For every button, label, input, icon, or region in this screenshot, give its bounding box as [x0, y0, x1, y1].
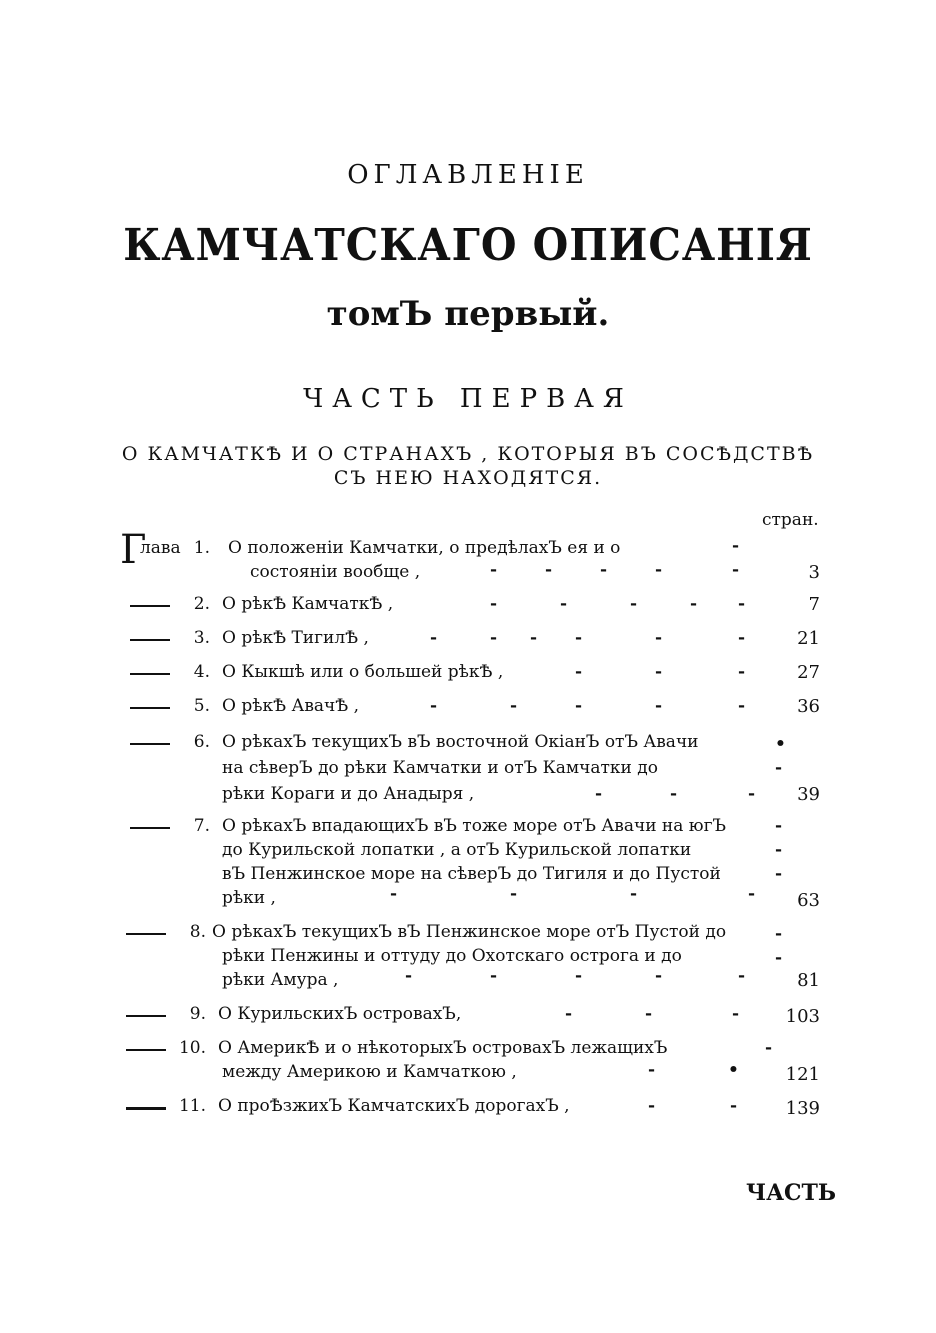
heading-part: ЧАСТЬ ПЕРВАЯ [303, 384, 633, 414]
leader-dash: - [405, 966, 413, 986]
toc-entry-number: 8. [189, 922, 206, 942]
toc-entry-number: 10. [178, 1038, 206, 1058]
leader-dash: - [732, 536, 740, 556]
toc-entry-number: 1. [193, 538, 210, 558]
heading-contents: ОГЛАВЛЕНІЕ [347, 160, 589, 190]
toc-entry-page: 63 [797, 890, 820, 911]
toc-entry-page: 39 [797, 784, 820, 805]
toc-entry-line: О рѣкѢ ТигилѢ , [222, 628, 369, 648]
leader-dash: - [655, 696, 663, 716]
toc-entry-line: О рѣкѢ КамчаткѢ , [222, 594, 394, 614]
leader-dash: - [490, 594, 498, 614]
part-subtitle-line-2: СЪ НЕЮ НАХОДЯТСЯ. [333, 467, 603, 489]
toc-entry-number: 4. [193, 662, 210, 682]
leader-dash: - [430, 628, 438, 648]
leader-dash: - [748, 884, 756, 904]
toc-entry-page: 7 [808, 594, 820, 615]
ditto-dash [130, 743, 170, 745]
leader-dash: - [732, 1004, 740, 1024]
leader-dash: - [738, 628, 746, 648]
toc-entry-line: на сѣверЪ до рѣки Камчатки и отЪ Камчатки до [222, 758, 658, 778]
leader-dash: - [738, 662, 746, 682]
leader-dash: - [530, 628, 538, 648]
toc-entry-line: О положеніи Камчатки, о предѣлахЪ ея и о [228, 538, 621, 558]
leader-dash: - [510, 696, 518, 716]
leader-dash: - [648, 1060, 656, 1080]
leader-dash: - [690, 594, 698, 614]
leader-dash: - [655, 966, 663, 986]
leader-dash: - [630, 884, 638, 904]
leader-dash: - [738, 696, 746, 716]
ditto-dash [126, 1015, 166, 1017]
leader-dash: - [595, 784, 603, 804]
toc-entry-line: вЪ Пенжинское море на сѣверЪ до Тигиля и до Пустой [222, 864, 721, 884]
leader-dash: - [655, 560, 663, 580]
toc-entry-line: О рѣкахЪ впадающихЪ вЪ тоже море отЪ Авачи на югЪ [222, 816, 727, 836]
leader-dash: - [775, 948, 783, 968]
leader-dash: - [490, 560, 498, 580]
leader-dash: - [648, 1096, 656, 1116]
part-subtitle [0, 442, 936, 490]
leader-dash: - [670, 784, 678, 804]
toc-entry-line: рѣки Кораги и до Анадыря , [222, 784, 475, 804]
ditto-dash [126, 1107, 166, 1110]
leader-dash: - [738, 966, 746, 986]
leader-dash: - [510, 884, 518, 904]
toc-entry-line: до Курильской лопатки , а отЪ Курильской лопатки [222, 840, 692, 860]
leader-dash: - [560, 594, 568, 614]
leader-dash: - [655, 662, 663, 682]
leader-dash: - [775, 840, 783, 860]
leader-dash: - [730, 1096, 738, 1116]
toc-entry-line: О Кыкшѣ или о большей рѣкѢ , [222, 662, 504, 682]
part-subtitle-line-1: О КАМЧАТКѢ И О СТРАНАХЪ , КОТОРЫЯ ВЪ СОСѢДСТВѢ [121, 443, 815, 465]
leader-dash: - [775, 864, 783, 884]
toc-entry-page: 21 [797, 628, 820, 649]
toc-entry-line: рѣки Пенжины и оттуду до Охотскаго острога и до [222, 946, 682, 966]
leader-dash: - [390, 884, 398, 904]
ditto-dash [130, 707, 170, 709]
ditto-dash [130, 639, 170, 641]
leader-dash: - [738, 594, 746, 614]
toc-entry-number: 5. [193, 696, 210, 716]
leader-dash: - [575, 662, 583, 682]
toc-entry-line: О АмерикѢ и о нѣкоторыхЪ островахЪ лежащихЪ [218, 1038, 668, 1058]
toc-entry-page: 27 [797, 662, 820, 683]
leader-dash: - [575, 966, 583, 986]
leader-dash: - [430, 696, 438, 716]
toc-entry-page: 3 [808, 562, 820, 583]
toc-entry-line: рѣки , [222, 888, 276, 908]
catchword: ЧАСТЬ [746, 1180, 837, 1206]
toc-entry-number: 11. [178, 1096, 206, 1116]
leader-dash: - [565, 1004, 573, 1024]
toc-entry-line: О рѣкахЪ текущихЪ вЪ восточной ОкіанЪ отЪ Авачи [222, 732, 699, 752]
leader-dash: - [545, 560, 553, 580]
ditto-dash [130, 673, 170, 675]
toc-entry-line: рѣки Амура , [222, 970, 339, 990]
leader-dash: - [765, 1038, 773, 1058]
toc-entry-page: 103 [785, 1006, 820, 1027]
leader-dash: - [655, 628, 663, 648]
ditto-dash [126, 933, 166, 935]
leader-dash: - [575, 628, 583, 648]
leader-dash: - [775, 758, 783, 778]
toc-entry-number: 3. [193, 628, 210, 648]
toc-entry-line: состояніи вообще , [250, 562, 421, 582]
page-column-label: стран. [762, 510, 819, 530]
glava-label: лава [140, 538, 181, 558]
leader-dash: - [645, 1004, 653, 1024]
leader-dash: - [630, 594, 638, 614]
toc-entry-number: 7. [193, 816, 210, 836]
toc-entry-line: между Америкою и Камчаткою , [222, 1062, 517, 1082]
toc-entry-line: О проѢзжихЪ КамчатскихЪ дорогахЪ , [218, 1096, 570, 1116]
leader-dash: - [775, 816, 783, 836]
leader-dash: - [575, 696, 583, 716]
toc-entry-line: О КурильскихЪ островахЪ, [218, 1004, 462, 1024]
heading-volume: томЪ первый. [326, 294, 610, 334]
heading-title: КАМЧАТСКАГО ОПИСАНІЯ [123, 220, 813, 271]
ditto-dash [130, 605, 170, 607]
toc-entry-line: О рѣкахЪ текущихЪ вЪ Пенжинское море отЪ Пустой до [212, 922, 727, 942]
glava-initial: Г [120, 527, 147, 573]
toc-entry-page: 36 [797, 696, 820, 717]
toc-entry-number: 6. [193, 732, 210, 752]
toc-entry-page: 139 [785, 1098, 820, 1119]
toc-entry-number: 2. [193, 594, 210, 614]
ditto-dash [126, 1049, 166, 1051]
toc-entry-line: О рѣкѢ АвачѢ , [222, 696, 360, 716]
leader-dash: - [490, 628, 498, 648]
leader-dash: • [728, 1060, 739, 1080]
leader-dash: - [775, 924, 783, 944]
toc-entry-number: 9. [189, 1004, 206, 1024]
leader-dash: - [732, 560, 740, 580]
leader-dash: - [748, 784, 756, 804]
ditto-dash [130, 827, 170, 829]
leader-dash: - [600, 560, 608, 580]
leader-dash: - [490, 966, 498, 986]
toc-entry-page: 81 [797, 970, 820, 991]
leader-dash: • [775, 734, 786, 754]
toc-entry-page: 121 [785, 1064, 820, 1085]
